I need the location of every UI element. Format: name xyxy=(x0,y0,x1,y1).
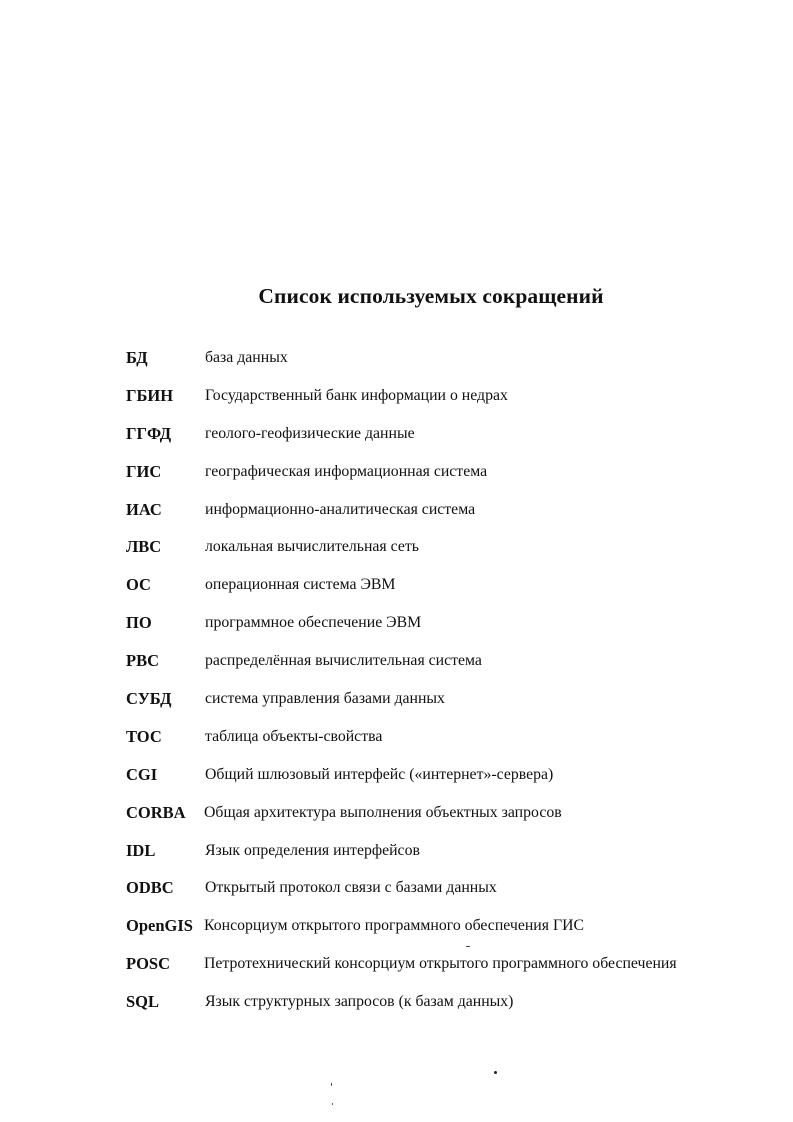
scan-speck xyxy=(494,1071,497,1074)
abbreviation-row xyxy=(126,609,766,647)
abbreviation-row xyxy=(126,912,766,950)
abbreviation-row xyxy=(126,496,766,534)
abbreviation-row xyxy=(126,950,766,988)
abbreviation-definition: Общий шлюзовый интерфейс («интернет»-сервера) xyxy=(205,765,554,783)
abbreviation-term: РВС xyxy=(126,651,159,671)
abbreviation-definition: распределённая вычислительная система xyxy=(205,652,482,670)
abbreviation-row xyxy=(126,799,766,837)
scan-speck xyxy=(466,946,470,947)
abbreviation-definition: таблица объекты-свойства xyxy=(205,727,383,745)
abbreviation-row xyxy=(126,571,766,609)
abbreviation-term: ТОС xyxy=(126,726,162,746)
scan-speck xyxy=(332,1103,333,1105)
page-title: Список используемых сокращений xyxy=(258,284,604,308)
abbreviation-definition: информационно-аналитическая система xyxy=(205,500,476,518)
abbreviation-row xyxy=(126,761,766,799)
abbreviation-row xyxy=(126,533,766,571)
abbreviation-definition: географическая информационная система xyxy=(205,462,488,480)
abbreviation-term: ГГФД xyxy=(126,423,172,443)
abbreviation-definition: Язык определения интерфейсов xyxy=(205,841,420,859)
abbreviation-term: ПО xyxy=(126,613,152,633)
abbreviation-term: ИАС xyxy=(126,499,162,519)
abbreviation-term: CORBA xyxy=(126,802,186,822)
abbreviation-term: СУБД xyxy=(126,689,172,709)
abbreviation-definition: операционная система ЭВМ xyxy=(205,576,396,594)
abbreviation-row xyxy=(126,382,766,420)
abbreviation-definition: Открытый протокол связи с базами данных xyxy=(205,879,497,897)
abbreviation-term: IDL xyxy=(126,840,156,860)
abbreviation-definition: геолого-геофизические данные xyxy=(205,424,415,442)
abbreviation-term: ODBC xyxy=(126,878,174,898)
abbreviation-row xyxy=(126,685,766,723)
abbreviation-term: CGI xyxy=(126,764,158,784)
abbreviation-term: ОС xyxy=(126,575,151,595)
abbreviation-term: POSC xyxy=(126,954,171,974)
abbreviation-definition: программное обеспечение ЭВМ xyxy=(205,614,422,632)
abbreviation-definition: Общая архитектура выполнения объектных запросов xyxy=(204,803,562,821)
abbreviation-row xyxy=(126,874,766,912)
abbreviation-definition: Язык структурных запросов (к базам данных) xyxy=(205,993,514,1011)
abbreviation-term: ЛВС xyxy=(126,537,162,557)
abbreviation-definition: Государственный банк информации о недрах xyxy=(205,386,508,404)
abbreviation-definition: база данных xyxy=(205,349,288,366)
abbreviation-row xyxy=(126,458,766,496)
abbreviation-term: ГИС xyxy=(126,461,162,481)
abbreviation-row xyxy=(126,420,766,458)
abbreviation-definition: Петротехнический консорциум открытого программного обеспечения xyxy=(204,955,677,973)
abbreviation-definition: локальная вычислительная сеть xyxy=(205,538,419,556)
scan-speck xyxy=(331,1083,332,1086)
abbreviation-definition: Консорциум открытого программного обеспечения ГИС xyxy=(204,917,585,935)
abbreviation-row xyxy=(126,837,766,875)
abbreviation-definition: система управления базами данных xyxy=(205,690,445,708)
abbreviation-term: ГБИН xyxy=(126,385,174,405)
abbreviation-row xyxy=(126,344,766,382)
abbreviation-term: OpenGIS xyxy=(126,916,193,936)
abbreviation-list xyxy=(126,344,766,1026)
abbreviation-term: SQL xyxy=(126,992,160,1012)
abbreviation-term: БД xyxy=(126,348,148,367)
abbreviation-row xyxy=(126,988,766,1026)
abbreviation-row xyxy=(126,647,766,685)
abbreviation-row xyxy=(126,723,766,761)
